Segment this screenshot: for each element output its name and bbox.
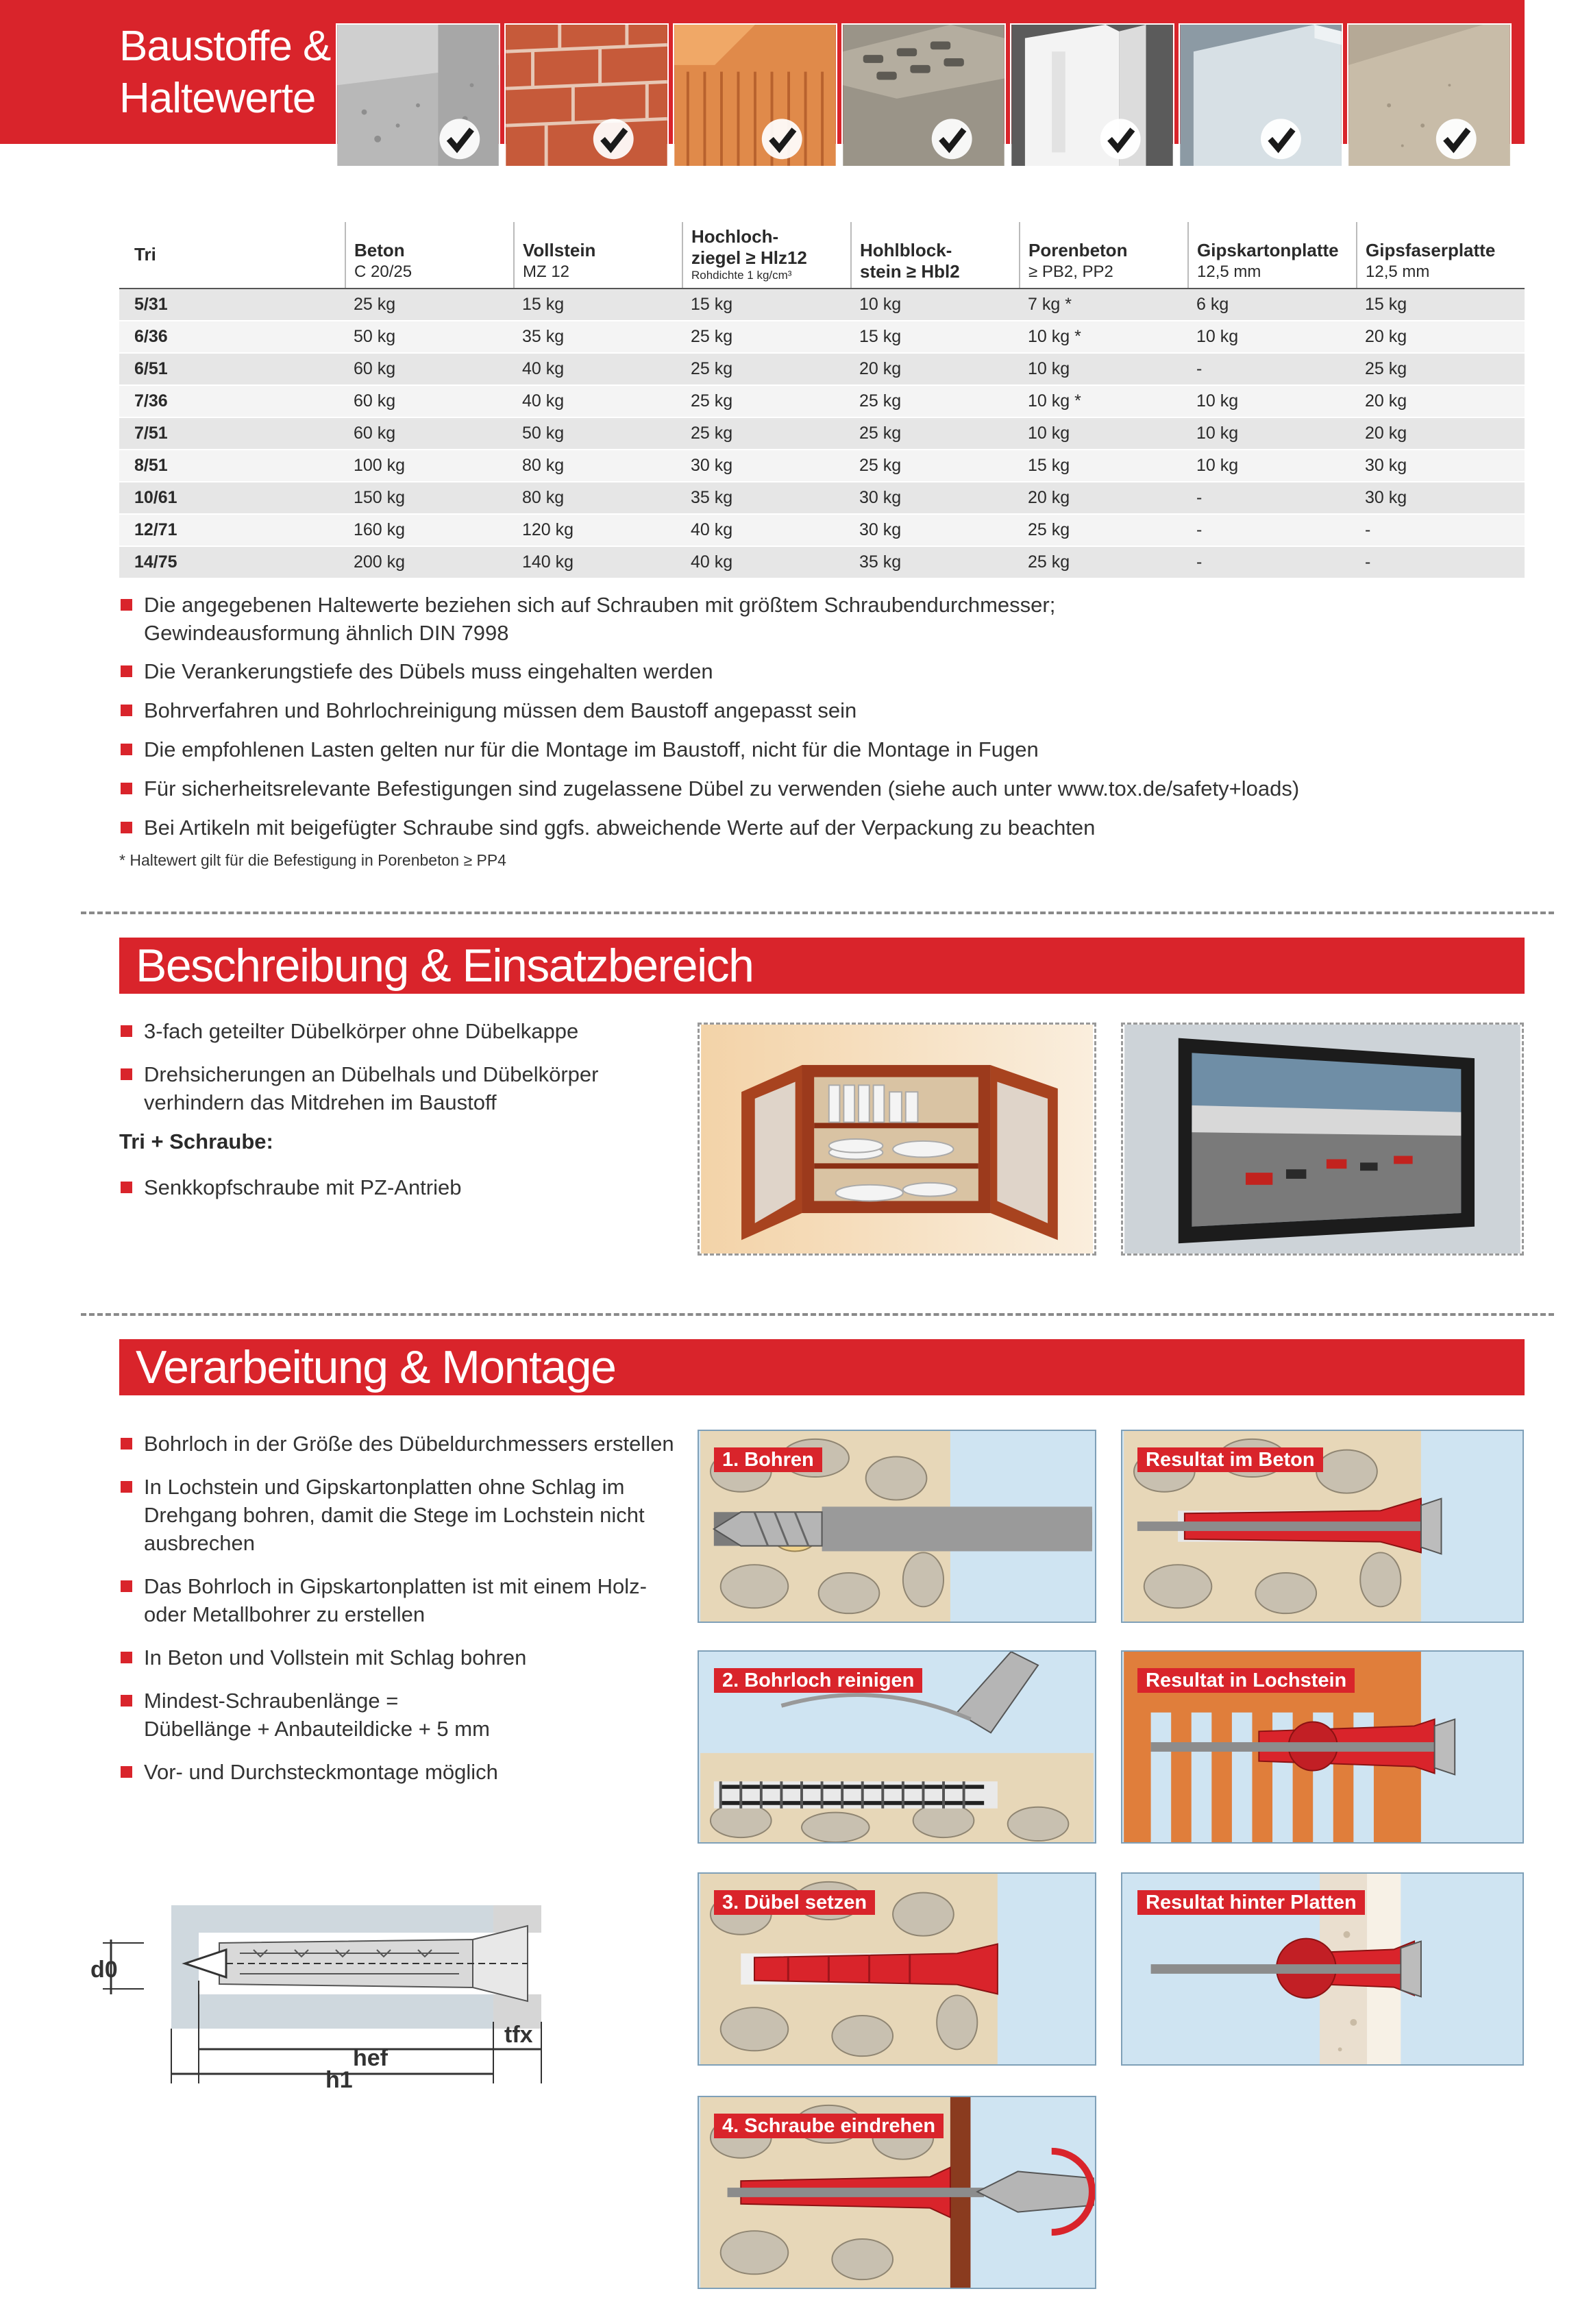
- col-header-gipskartonplatte: Gipskartonplatte 12,5 mm: [1188, 222, 1357, 289]
- row-size: 10/61: [119, 482, 345, 514]
- list-item: Vor- und Durchsteckmontage möglich: [119, 1758, 695, 1786]
- load-value: -: [1188, 514, 1357, 546]
- load-value: 25 kg: [682, 353, 851, 385]
- col-header-porenbeton: Porenbeton ≥ PB2, PP2: [1020, 222, 1188, 289]
- divider: [81, 912, 1554, 914]
- result-label-lochstein: Resultat in Lochstein: [1137, 1668, 1355, 1693]
- check-icon: [1100, 119, 1141, 159]
- load-value: -: [1188, 353, 1357, 385]
- page-title: Baustoffe & Haltewerte: [119, 23, 331, 122]
- col-header-vollstein: Vollstein MZ 12: [514, 222, 682, 289]
- load-value: 7 kg *: [1020, 289, 1188, 321]
- material-hochlochziegel-image: [674, 25, 836, 166]
- section-bar-montage: [119, 1339, 1525, 1395]
- load-value: 20 kg: [1357, 417, 1525, 450]
- list-item: Bohrverfahren und Bohrlochreinigung müssen dem Baustoff angepasst sein: [119, 696, 1524, 724]
- screw-list: [119, 1173, 681, 1201]
- col-header-tri: Tri: [119, 222, 345, 289]
- load-value: 10 kg: [1188, 321, 1357, 353]
- photo-cabinet: [698, 1023, 1096, 1256]
- step-bohren: [698, 1430, 1096, 1623]
- load-value: 25 kg: [1020, 546, 1188, 578]
- col-header-hohlblockstein: Hohlblock- stein ≥ Hbl2: [851, 222, 1020, 289]
- load-value: 15 kg: [514, 289, 682, 321]
- load-value: 160 kg: [345, 514, 514, 546]
- load-value: 10 kg: [1188, 385, 1357, 417]
- table-row: [119, 353, 1525, 385]
- load-value: 80 kg: [514, 450, 682, 482]
- load-value: 25 kg: [682, 321, 851, 353]
- load-value: 80 kg: [514, 482, 682, 514]
- label-tfx: tfx: [504, 2022, 533, 2048]
- check-icon: [593, 119, 634, 159]
- material-hochlochziegel: [673, 23, 837, 167]
- load-value: 50 kg: [514, 417, 682, 450]
- row-size: 8/51: [119, 450, 345, 482]
- list-item: In Lochstein und Gipskartonplatten ohne Schlag im Drehgang bohren, damit die Stege im Lochstein nicht ausbrechen: [119, 1473, 695, 1557]
- load-value: 6 kg: [1188, 289, 1357, 321]
- material-beton: [336, 23, 500, 167]
- load-value: 20 kg: [1020, 482, 1188, 514]
- list-item: Bei Artikeln mit beigefügter Schraube sind ggfs. abweichende Werte auf der Verpackung zu beachten: [119, 814, 1524, 842]
- row-size: 6/51: [119, 353, 345, 385]
- load-value: 40 kg: [682, 546, 851, 578]
- load-value: 30 kg: [682, 450, 851, 482]
- load-value: -: [1357, 514, 1525, 546]
- check-icon: [1436, 119, 1477, 159]
- load-values-table: [119, 222, 1525, 579]
- load-value: -: [1188, 482, 1357, 514]
- notes-list: [119, 591, 1524, 842]
- material-gipsfaserplatte-image: [1348, 25, 1510, 166]
- cabinet-image: [700, 1025, 1094, 1253]
- step-label-3: 3. Dübel setzen: [714, 1890, 875, 1915]
- load-value: 25 kg: [1357, 353, 1525, 385]
- load-value: 10 kg: [1188, 417, 1357, 450]
- table-row: [119, 321, 1525, 353]
- result-label-beton: Resultat im Beton: [1137, 1447, 1323, 1472]
- material-gipskartonplatte-image: [1180, 25, 1342, 166]
- load-value: 140 kg: [514, 546, 682, 578]
- material-beton-image: [337, 25, 499, 166]
- load-value: 10 kg: [851, 289, 1020, 321]
- step-schraube-eindrehen: [698, 2096, 1096, 2289]
- label-hef: hef: [353, 2045, 388, 2071]
- tv-image: [1123, 1025, 1522, 1253]
- row-size: 5/31: [119, 289, 345, 321]
- list-item: Senkkopfschraube mit PZ-Antrieb: [119, 1173, 681, 1201]
- section-title: Verarbeitung & Montage: [136, 1341, 616, 1393]
- load-value: 35 kg: [851, 546, 1020, 578]
- load-value: 40 kg: [514, 385, 682, 417]
- load-value: 10 kg *: [1020, 321, 1188, 353]
- load-value: 150 kg: [345, 482, 514, 514]
- load-value: 15 kg: [1020, 450, 1188, 482]
- assembly-list: [119, 1430, 695, 1786]
- description-list: [119, 1017, 681, 1116]
- material-porenbeton-image: [1011, 25, 1173, 166]
- table-row: [119, 450, 1525, 482]
- step-label-4: 4. Schraube eindrehen: [714, 2114, 944, 2138]
- section-bar-beschreibung: [119, 938, 1525, 994]
- subheading: Tri + Schraube:: [119, 1129, 273, 1153]
- list-item: Die empfohlenen Lasten gelten nur für die Montage im Baustoff, nicht für die Montage in Fugen: [119, 735, 1524, 763]
- load-value: 35 kg: [514, 321, 682, 353]
- list-item: Drehsicherungen an Dübelhals und Dübelkörper verhindern das Mitdrehen im Baustoff: [119, 1060, 681, 1116]
- load-value: 25 kg: [682, 385, 851, 417]
- dowel-dimension-drawing: [89, 1885, 589, 2090]
- col-header-hochlochziegel: Hochloch- ziegel ≥ Hlz12 Rohdichte 1 kg/cm³: [682, 222, 851, 289]
- load-value: 200 kg: [345, 546, 514, 578]
- row-size: 14/75: [119, 546, 345, 578]
- load-value: 10 kg *: [1020, 385, 1188, 417]
- load-value: 60 kg: [345, 417, 514, 450]
- load-value: 15 kg: [851, 321, 1020, 353]
- load-value: 50 kg: [345, 321, 514, 353]
- list-item: 3-fach geteilter Dübelkörper ohne Dübelkappe: [119, 1017, 681, 1045]
- material-hohlblockstein-image: [843, 25, 1004, 166]
- photo-tv: [1121, 1023, 1524, 1256]
- row-size: 12/71: [119, 514, 345, 546]
- step-duebel-setzen: [698, 1872, 1096, 2066]
- table-row: [119, 289, 1525, 321]
- material-hohlblockstein: [841, 23, 1006, 167]
- divider: [81, 1313, 1554, 1316]
- load-value: 20 kg: [1357, 385, 1525, 417]
- col-header-gipsfaserplatte: Gipsfaserplatte 12,5 mm: [1357, 222, 1525, 289]
- row-size: 6/36: [119, 321, 345, 353]
- row-size: 7/36: [119, 385, 345, 417]
- step-label-2: 2. Bohrloch reinigen: [714, 1668, 922, 1693]
- list-item: Für sicherheitsrelevante Befestigungen sind zugelassene Dübel zu verwenden (siehe auch unter www.tox.de/safety+loads): [119, 774, 1524, 803]
- table-row: [119, 417, 1525, 450]
- label-d0: d0: [90, 1957, 118, 1983]
- load-value: 15 kg: [1357, 289, 1525, 321]
- check-icon: [932, 119, 972, 159]
- check-icon: [1261, 119, 1301, 159]
- table-row: [119, 514, 1525, 546]
- dimension-diagram: [89, 1885, 589, 2090]
- table-row: [119, 385, 1525, 417]
- load-value: 100 kg: [345, 450, 514, 482]
- load-value: 40 kg: [514, 353, 682, 385]
- load-value: -: [1188, 546, 1357, 578]
- load-value: 30 kg: [1357, 482, 1525, 514]
- material-gipskartonplatte: [1179, 23, 1343, 167]
- material-porenbeton: [1010, 23, 1174, 167]
- load-value: 10 kg: [1188, 450, 1357, 482]
- table-row: [119, 482, 1525, 514]
- footnote: * Haltewert gilt für die Befestigung in Porenbeton ≥ PP4: [119, 851, 506, 869]
- load-value: 10 kg: [1020, 353, 1188, 385]
- load-value: 25 kg: [345, 289, 514, 321]
- load-value: 120 kg: [514, 514, 682, 546]
- result-beton: [1121, 1430, 1524, 1623]
- list-item: Die angegebenen Haltewerte beziehen sich auf Schrauben mit größtem Schraubendurchmesser; Gewindeausformung ähnlich DIN 7998: [119, 591, 1524, 647]
- material-vollstein-image: [506, 25, 667, 166]
- load-value: 35 kg: [682, 482, 851, 514]
- result-label-platten: Resultat hinter Platten: [1137, 1890, 1365, 1915]
- load-value: 30 kg: [851, 514, 1020, 546]
- load-value: 25 kg: [851, 385, 1020, 417]
- check-icon: [762, 119, 802, 159]
- load-value: 25 kg: [851, 450, 1020, 482]
- load-value: 25 kg: [851, 417, 1020, 450]
- table-header-row: [119, 222, 1525, 289]
- load-value: 25 kg: [1020, 514, 1188, 546]
- load-value: 25 kg: [682, 417, 851, 450]
- step-label-1: 1. Bohren: [714, 1447, 822, 1472]
- load-value: -: [1357, 546, 1525, 578]
- list-item: Bohrloch in der Größe des Dübeldurchmessers erstellen: [119, 1430, 695, 1458]
- load-value: 60 kg: [345, 353, 514, 385]
- step-bohrloch-reinigen: [698, 1650, 1096, 1844]
- load-value: 60 kg: [345, 385, 514, 417]
- col-header-beton: Beton C 20/25: [345, 222, 514, 289]
- list-item: Mindest-Schraubenlänge = Dübellänge + Anbauteildicke + 5 mm: [119, 1687, 695, 1743]
- check-icon: [439, 119, 480, 159]
- load-value: 30 kg: [1357, 450, 1525, 482]
- list-item: Das Bohrloch in Gipskartonplatten ist mit einem Holz- oder Metallbohrer zu erstellen: [119, 1572, 695, 1628]
- load-value: 10 kg: [1020, 417, 1188, 450]
- material-vollstein: [504, 23, 669, 167]
- row-size: 7/51: [119, 417, 345, 450]
- result-hinter-platten: [1121, 1872, 1524, 2066]
- result-lochstein: [1121, 1650, 1524, 1844]
- table-row: [119, 546, 1525, 578]
- list-item: In Beton und Vollstein mit Schlag bohren: [119, 1643, 695, 1672]
- list-item: Die Verankerungstiefe des Dübels muss eingehalten werden: [119, 657, 1524, 685]
- load-value: 20 kg: [851, 353, 1020, 385]
- load-value: 30 kg: [851, 482, 1020, 514]
- load-value: 15 kg: [682, 289, 851, 321]
- load-value: 20 kg: [1357, 321, 1525, 353]
- load-value: 40 kg: [682, 514, 851, 546]
- material-gipsfaserplatte: [1347, 23, 1512, 167]
- section-title: Beschreibung & Einsatzbereich: [136, 940, 754, 992]
- label-h1: h1: [325, 2067, 353, 2090]
